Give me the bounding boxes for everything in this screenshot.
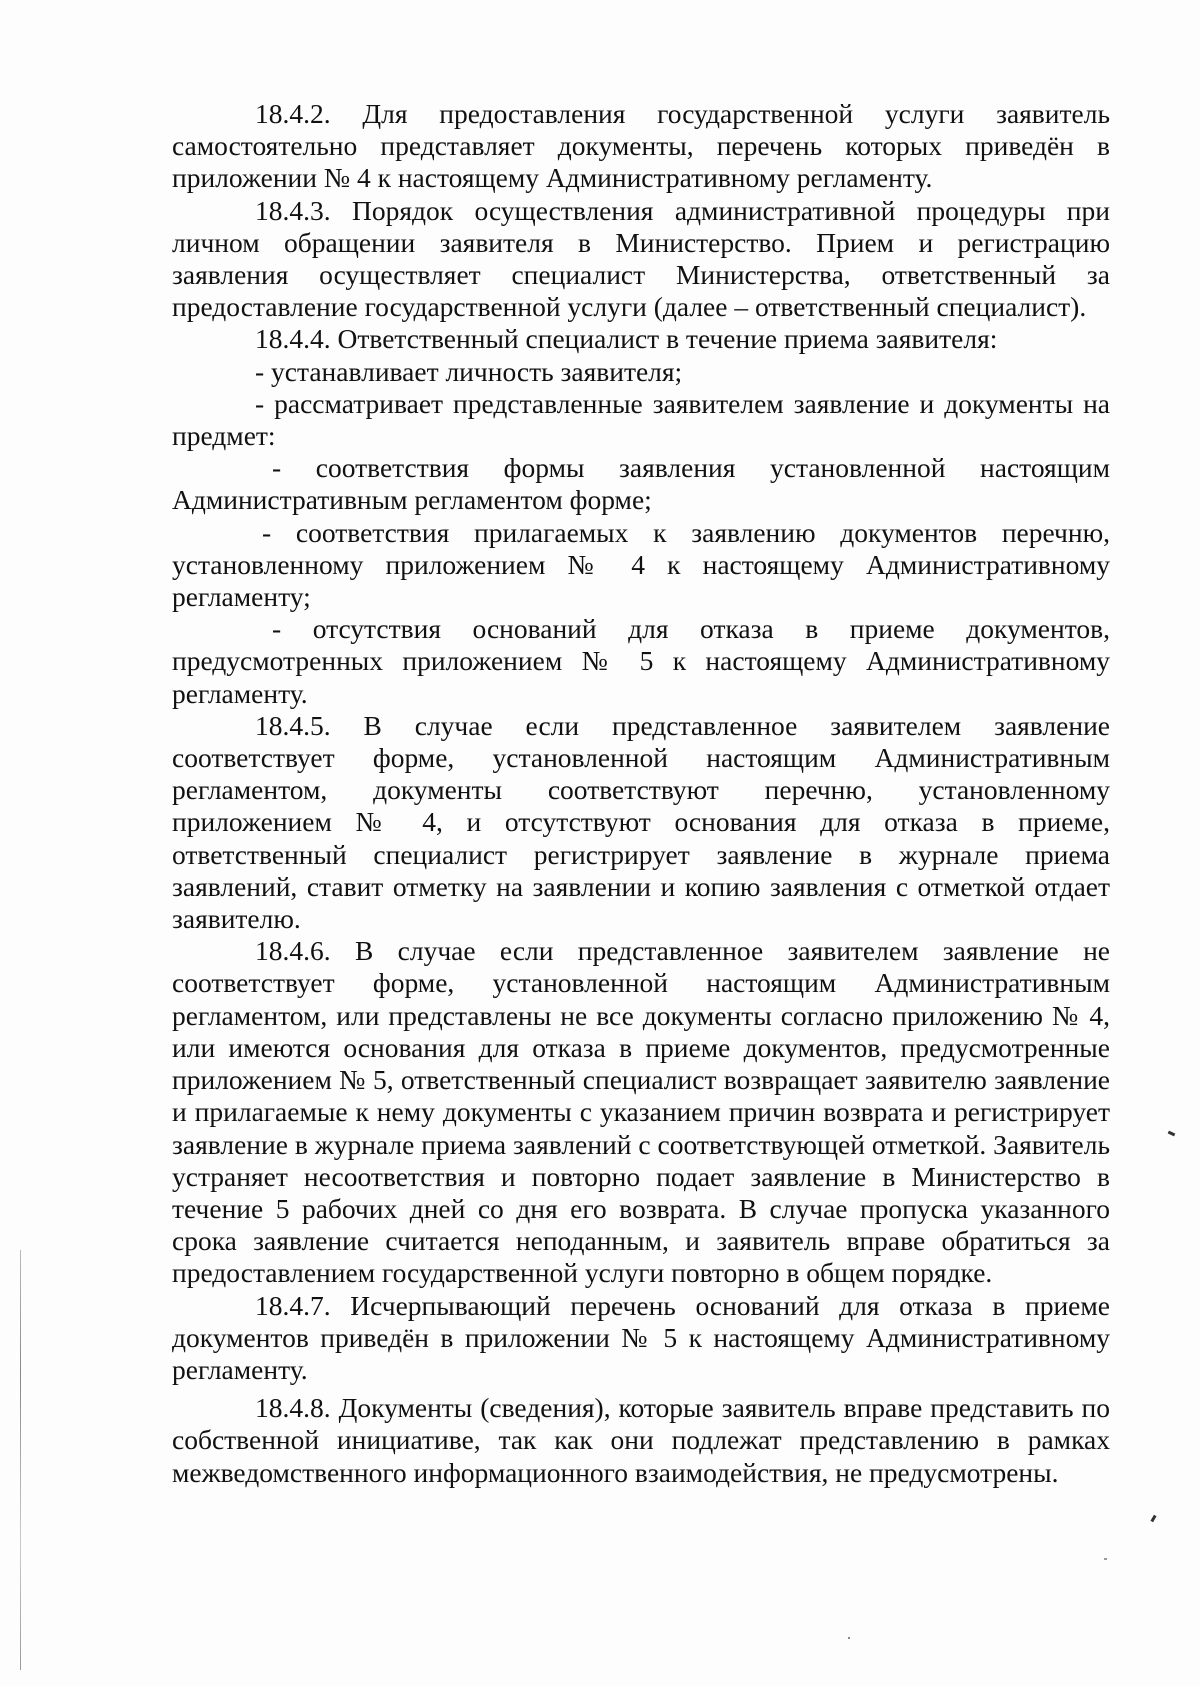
list-item-review: - рассматривает представленные заявителем заявление и документы на предмет: (172, 387, 1110, 452)
scan-speck (1168, 1131, 1176, 1137)
paragraph-18-4-6: 18.4.6. В случае если представленное заявителем заявление не соответствует форме, установленной настоящим Административным регламентом, или представлены не все документы согласно приложению № 4, или имеются основания для отказа в приеме документов, предусмотренные приложением № 5, ответственный специалист возвращает заявителю заявление и прилагаемые к нему документы с указанием причин возврата и регистрирует заявление в журнале приема заявлений с соответствующей отметкой. Заявитель устраняет несоответствия и повторно подает заявление в Министерство в течение 5 рабочих дней со дня его возврата. В случае пропуска указанного срока заявление считается неподанным, и заявитель вправе обратиться за предоставлением государственной услуги повторно в общем порядке. (172, 935, 1110, 1289)
sublist-item-grounds: - отсутствия оснований для отказа в приеме документов, предусмотренных приложением № 5 к настоящему Административному регламенту. (172, 613, 1110, 709)
list-item-identity: - устанавливает личность заявителя; (255, 355, 683, 387)
paragraph-18-4-7: 18.4.7. Исчерпывающий перечень оснований для отказа в приеме документов приведён в приложении № 5 к настоящему Административному регламенту. (172, 1289, 1110, 1385)
paragraph-18-4-4: 18.4.4. Ответственный специалист в течение приема заявителя: (255, 323, 998, 355)
paragraph-18-4-5: 18.4.5. В случае если представленное заявителем заявление соответствует форме, установленной настоящим Административным регламентом, документы соответствуют перечню, установленному приложением № 4, и отсутствуют основания для отказа в приеме, ответственный специалист регистрирует заявление в журнале приема заявлений, ставит отметку на заявлении и копию заявления с отметкой отдает заявителю. (172, 709, 1110, 935)
scan-speck (848, 1637, 850, 1639)
paragraph-18-4-8: 18.4.8. Документы (сведения), которые заявитель вправе представить по собственной инициативе, так как они подлежат представлению в рамках межведомственного информационного взаимодействия, не предусмотрены. (172, 1392, 1110, 1488)
sublist-item-documents: - соответствия прилагаемых к заявлению документов перечню, установленному приложением № 4 к настоящему Административному регламенту; (172, 516, 1110, 613)
document-body (172, 98, 1110, 1489)
scan-speck (1150, 1515, 1156, 1523)
sublist-item-form: - соответствия формы заявления установленной настоящим Административным регламентом форме; (172, 452, 1110, 516)
paragraph-18-4-2: 18.4.2. Для предоставления государственной услуги заявитель самостоятельно представляет документы, перечень которых приведён в приложении № 4 к настоящему Административному регламенту. (172, 98, 1110, 194)
scan-speck (1104, 1558, 1107, 1560)
scan-edge-line (20, 1250, 21, 1670)
paragraph-18-4-3: 18.4.3. Порядок осуществления административной процедуры при личном обращении заявителя в Министерство. Прием и регистрацию заявления осуществляет специалист Министерства, ответственный за предоставление государственной услуги (далее – ответственный специалист). (172, 194, 1110, 323)
